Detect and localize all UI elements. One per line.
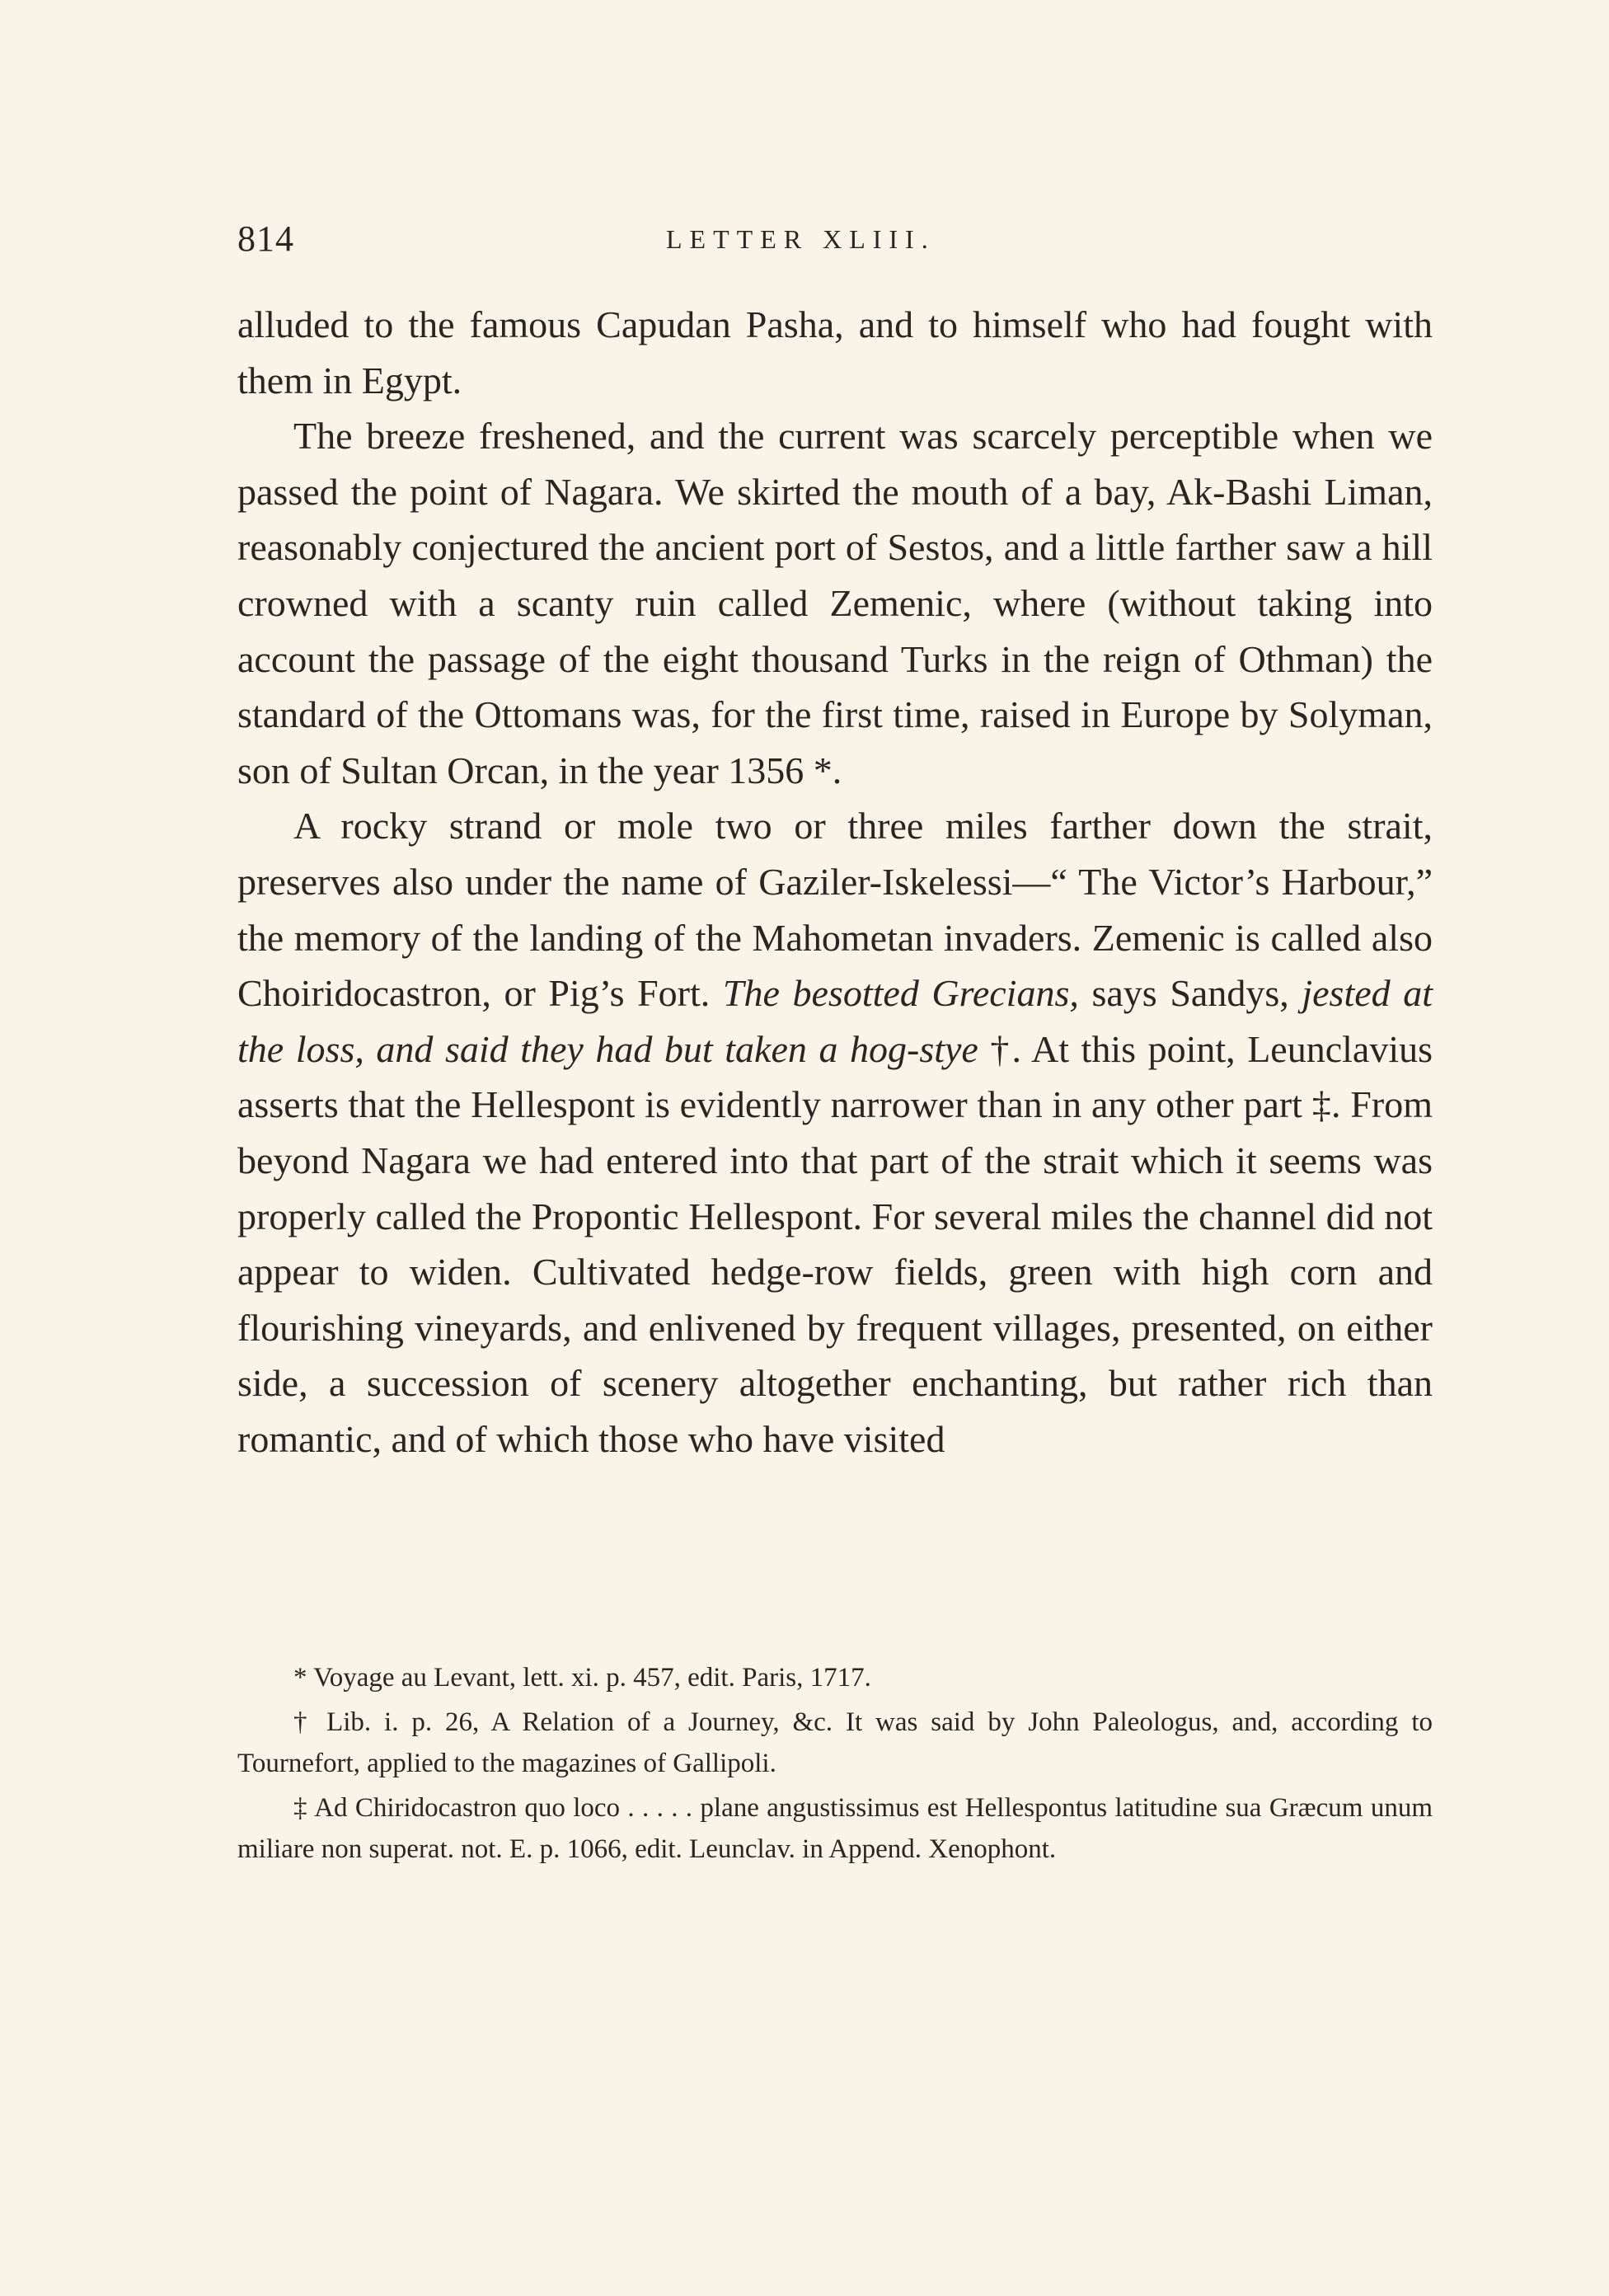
page-header [237,213,1433,270]
footnote: ‡ Ad Chiridocastron quo loco . . . . . plane angustissimus est Hellespontus latitudine sua Græcum unum miliare non superat. not. E. p. 1066, edit. Leunclav. in Append. Xenophont. [237,1793,1433,1864]
body-text [237,297,1433,1467]
paragraph-continued: alluded to the famous Capudan Pasha, and to himself who had fought with them in Egypt. [237,303,1433,401]
footnote: * Voyage au Levant, lett. xi. p. 457, edit. Paris, 1717. [293,1663,871,1693]
running-head: LETTER XLIII. [666,224,936,254]
paragraph-breeze: The breeze freshened, and the current was scarcely perceptible when we passed the point of Nagara. We skirted the mouth of a bay, Ak-Bashi Liman, reasonably conjectured the ancient port of Sestos, and a little farther saw a hill crowned with a scanty ruin called Zemenic, where (without taking into account the passage of the eight thousand Turks in the reign of Othman) the standard of the Ottomans was, for the first time, raised in Europe by Solyman, son of Sultan Orcan, in the year 1356 *. [237,415,1433,791]
italic-quote: jested at the loss, and said they had but taken a hog-stye [237,972,1433,1070]
paragraph-rocky-strand [237,798,1433,1467]
paragraph-text: says Sandys, [1091,972,1289,1015]
footnote: † Lib. i. p. 26, A Relation of a Journey, &c. It was said by John Paleologus, and, according to Tournefort, applied to the magazines of Gallipoli. [237,1707,1433,1778]
footnotes [237,1657,1433,1873]
italic-quote: The besotted Grecians, [722,972,1079,1015]
paragraph-text: A rocky strand or mole two or three miles farther down the strait, preserves also under the name of Gaziler-Iskelessi—“ The Victor’s Harbour,” the memory of the landing of the Mahometan invaders. Zemenic is called also Choiridocastron, or Pig’s Fort. [237,805,1433,1015]
paragraph-text: †. At this point, Leunclavius asserts that the Hellespont is evidently narrower than in any other part ‡. From beyond Nagara we had entered into that part of the strait which it seems was properly called the Propontic Hellespont. For several miles the channel did not appear to widen. Cultivated hedge-row fields, green with high corn and flourishing vineyards, and enlivened by frequent villages, presented, on either side, a succession of scenery altogether enchanting, but rather rich than romantic, and of which those who have visited [237,1027,1433,1460]
page-number: 814 [237,218,294,259]
